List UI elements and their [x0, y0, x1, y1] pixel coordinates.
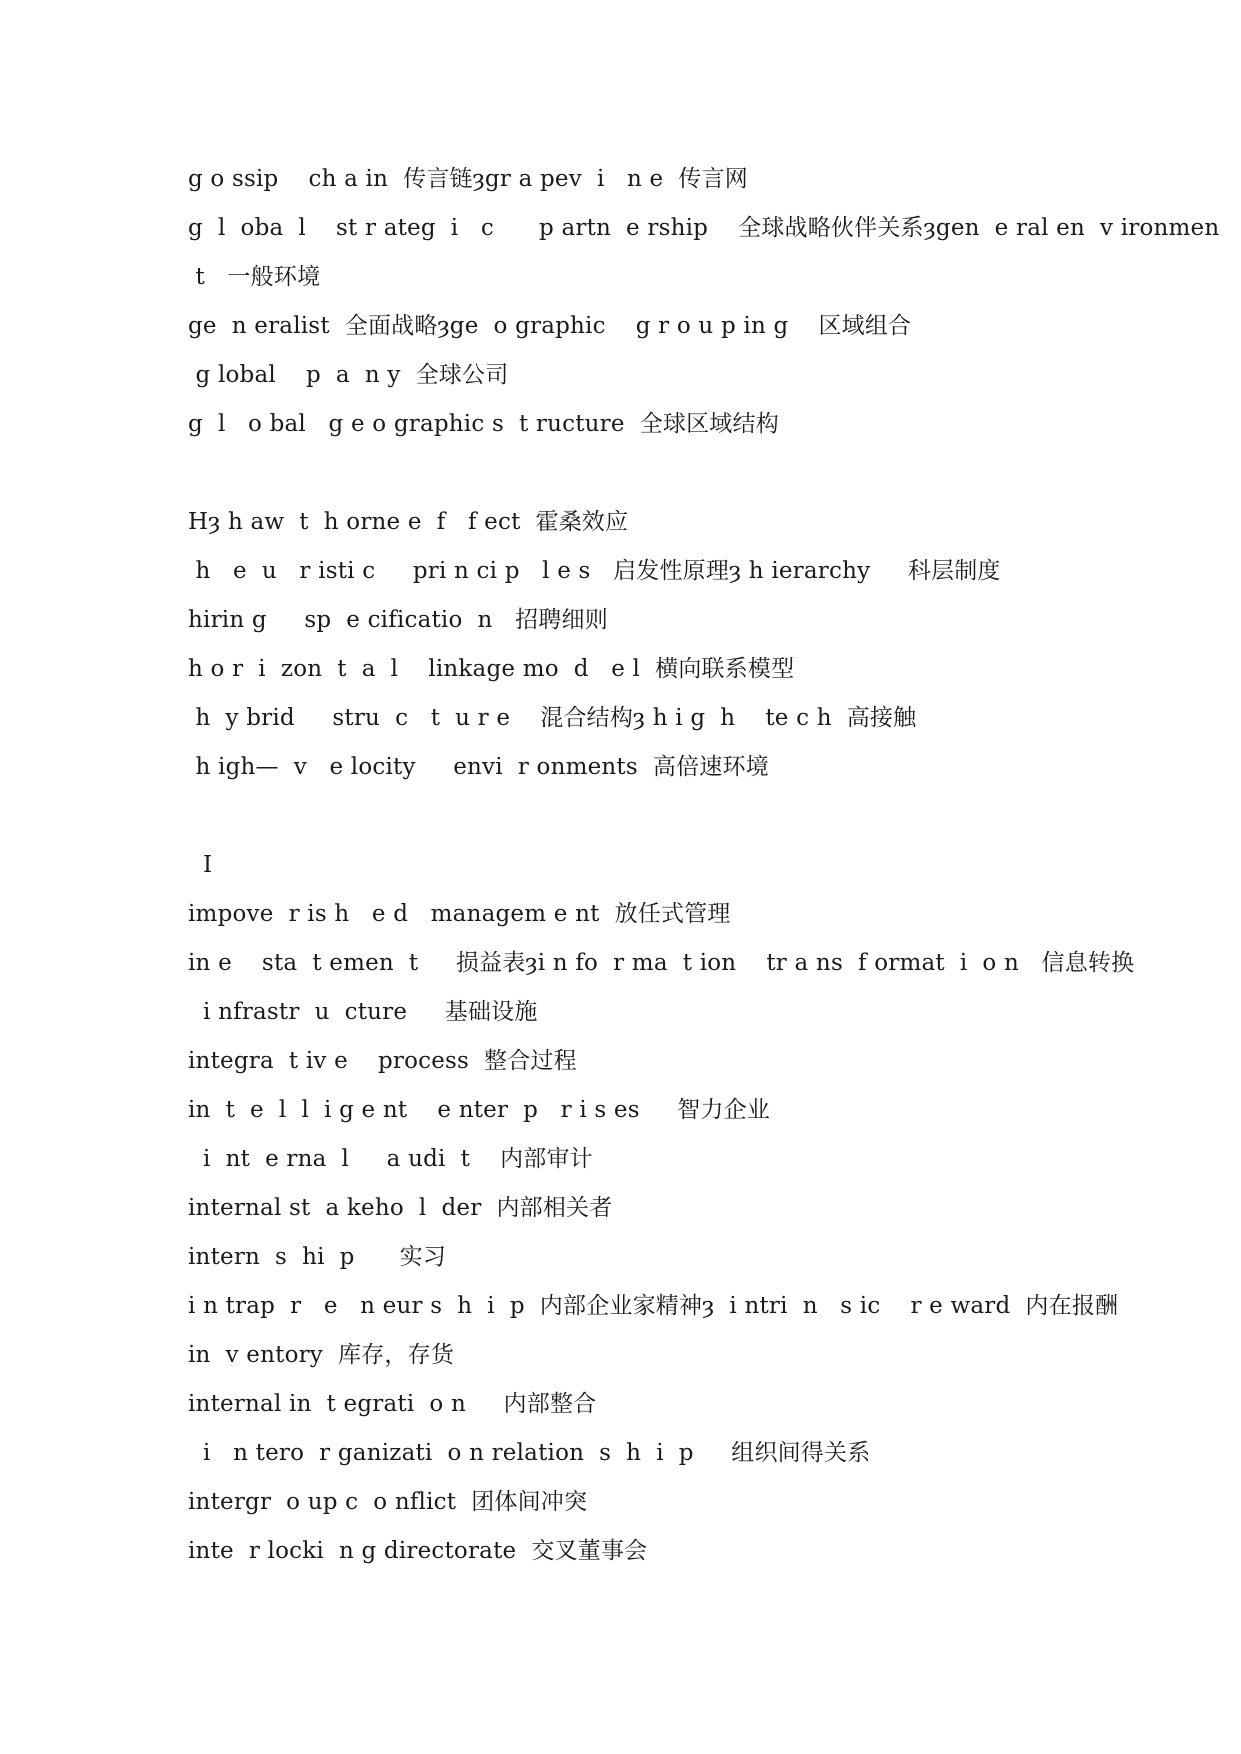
- glossary-line: intergr o up c o nflict 团体间冲突: [188, 1489, 588, 1515]
- glossary-line: in v entory 库存，存货: [188, 1342, 455, 1368]
- glossary-line: internal in t egrati o n 内部整合: [188, 1391, 597, 1417]
- glossary-line: i n trap r e n eur s h i p 内部企业家精神ȝ i ntri n s ic r e ward 内在报酬: [188, 1293, 1119, 1319]
- glossary-line: g l oba l st r ateg i c p artn e rship 全球战略伙伴关系ȝgen e ral en v ironmen: [188, 215, 1220, 241]
- blank-line: [188, 792, 1088, 841]
- glossary-line: internal st a keho l der 内部相关者: [188, 1195, 613, 1221]
- glossary-line: h o r i zon t a l linkage mo d e l 横向联系模型: [188, 656, 795, 682]
- glossary-line: hirin g sp e cificatio n 招聘细则: [188, 607, 608, 633]
- glossary-line: in t e l l i g e nt e nter p r i s es 智力企业: [188, 1097, 771, 1123]
- glossary-line: integra t iv e process 整合过程: [188, 1048, 577, 1074]
- glossary-line: t 一般环境: [188, 264, 321, 290]
- glossary-line: intern s hi p 实习: [188, 1244, 447, 1270]
- glossary-line: in e sta t emen t 损益表ȝi n fo r ma t ion tr a ns f ormat i o n 信息转换: [188, 950, 1135, 976]
- glossary-line: g o ssip ch a in 传言链ȝgr a pev i n e 传言网: [188, 166, 748, 192]
- glossary-line: i n tero r ganizati o n relation s h i p 组织间得关系: [188, 1440, 871, 1466]
- glossary-line: impove r is h e d managem e nt 放任式管理: [188, 901, 731, 927]
- glossary-line: h y brid stru c t u r e 混合结构ȝ h i g h te c h 高接触: [188, 705, 917, 731]
- glossary-line: h igh— v e locity envi r onments 高倍速环境: [188, 754, 769, 780]
- glossary-line: i nfrastr u cture 基础设施: [188, 999, 538, 1025]
- glossary-line: Hȝ h aw t h orne e f f ect 霍桑效应: [188, 509, 629, 535]
- glossary-line: inte r locki n g directorate 交叉董事会: [188, 1538, 648, 1564]
- glossary-line: g l o bal g e o graphic s t ructure 全球区域结构: [188, 411, 779, 437]
- blank-line: [188, 449, 1088, 498]
- section-letter: I: [188, 852, 213, 878]
- glossary-line: g lobal p a n y 全球公司: [188, 362, 509, 388]
- glossary-line: ge n eralist 全面战略ȝge o graphic g r o u p in g 区域组合: [188, 313, 912, 339]
- glossary-line: h e u r isti c pri n ci p l e s 启发性原理ȝ h ierarchy 科层制度: [188, 558, 1001, 584]
- glossary-line: i nt e rna l a udi t 内部审计: [188, 1146, 593, 1172]
- glossary-text: [188, 155, 1220, 1576]
